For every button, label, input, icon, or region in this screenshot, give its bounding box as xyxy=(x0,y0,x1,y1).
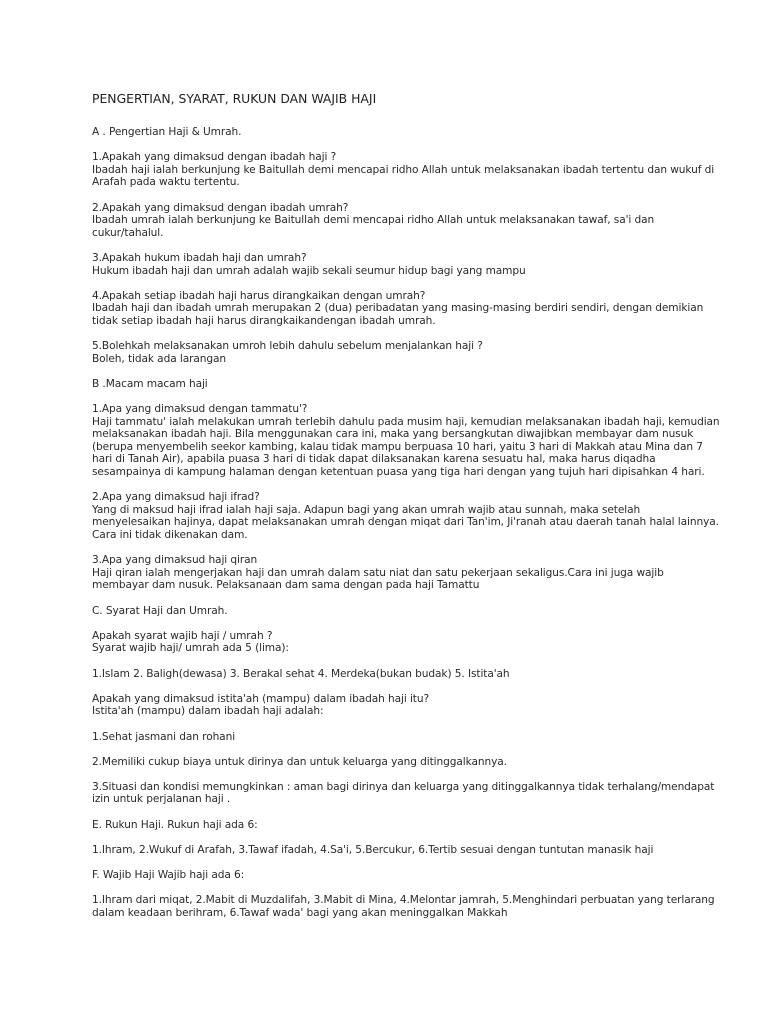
text-line: 5.Bolehkah melaksanakan umroh lebih dahulu sebelum menjalankan haji ? xyxy=(92,340,483,353)
text-line: izin untuk perjalanan haji . xyxy=(92,793,231,806)
text-line: C. Syarat Haji dan Umrah. xyxy=(92,604,228,617)
paragraph xyxy=(92,378,682,391)
text-line: 1.Apa yang dimaksud dengan tammatu'? xyxy=(92,403,308,416)
text-line: Arafah pada waktu tertentu. xyxy=(92,176,240,189)
text-line: dalam keadaan berihram, 6.Tawaf wada' bagi yang akan meninggalkan Makkah xyxy=(92,906,508,919)
text-line: B .Macam macam haji xyxy=(92,377,208,390)
text-line: Yang di maksud haji ifrad ialah haji saja. Adapun bagi yang akan umrah wajib atau sunnah, maka setelah xyxy=(92,503,641,516)
text-line: hari di Tanah Air), apabila puasa 3 hari di tidak dapat dilaksanakan karena sesuatu hal, maka harus diqadha xyxy=(92,453,656,466)
paragraph xyxy=(92,869,682,882)
text-line: Hukum ibadah haji dan umrah adalah wajib sekali seumur hidup bagi yang mampu xyxy=(92,264,526,277)
paragraph xyxy=(92,819,682,832)
text-line: Cara ini tidak dikenakan dam. xyxy=(92,529,248,541)
text-line: tidak setiap ibadah haji harus dirangkaikandengan ibadah umrah. xyxy=(92,314,436,327)
paragraph xyxy=(92,894,715,919)
text-line: Ibadah haji dan ibadah umrah merupakan 2 (dua) peribadatan yang masing-masing berdiri sendiri, dengan demikian xyxy=(92,302,704,315)
text-line: melaksanakan ibadah haji. Bila menggunakan cara ini, maka yang bersangkutan diwajibkan membayar dam nusuk xyxy=(92,428,694,441)
text-line: 3.Apakah hukum ibadah haji dan umrah? xyxy=(92,251,307,264)
text-line: (berupa menyembelih seekor kambing, kalau tidak mampu berpuasa 10 hari, yaitu 3 hari di Makkah atau Mina dan 7 xyxy=(92,440,703,453)
paragraph xyxy=(92,731,682,744)
text-line: cukur/tahalul. xyxy=(92,226,164,239)
paragraph xyxy=(92,780,715,806)
paragraph xyxy=(92,151,715,189)
text-line: A . Pengertian Haji & Umrah. xyxy=(92,126,242,138)
text-line: menyelesaikan hajinya, dapat melaksanakan umrah dengan miqat dari Tan'im, Ji'ranah atau daerah tanah halal lainnya. xyxy=(92,516,719,529)
paragraph xyxy=(92,844,682,857)
paragraph xyxy=(92,554,682,592)
text-line: 1.Sehat jasmani dan rohani xyxy=(92,730,236,743)
document-page xyxy=(92,91,720,932)
text-line: 1.Ihram, 2.Wukuf di Arafah, 3.Tawaf ifadah, 4.Sa'i, 5.Bercukur, 6.Tertib sesuai dengan tuntutan manasik haji xyxy=(92,843,654,856)
paragraph xyxy=(92,668,682,681)
paragraph xyxy=(92,340,682,365)
paragraph xyxy=(92,252,682,277)
text-line: Haji tammatu' ialah melakukan umrah terlebih dahulu pada musim haji, kemudian melaksanakan ibadah haji, kemudian xyxy=(92,415,720,428)
paragraph xyxy=(92,491,719,541)
text-line: Apakah syarat wajib haji / umrah ? xyxy=(92,629,273,642)
text-line: Istita'ah (mampu) dalam ibadah haji adalah: xyxy=(92,705,324,718)
paragraph xyxy=(92,202,682,240)
document-body xyxy=(92,126,720,919)
document-title: PENGERTIAN, SYARAT, RUKUN DAN WAJIB HAJI xyxy=(92,91,377,106)
text-line: 1.Apakah yang dimaksud dengan ibadah haji ? xyxy=(92,151,337,164)
text-line: 2.Apakah yang dimaksud dengan ibadah umrah? xyxy=(92,201,349,214)
text-line: E. Rukun Haji. Rukun haji ada 6: xyxy=(92,818,258,831)
paragraph xyxy=(92,693,682,718)
text-line: 3.Apa yang dimaksud haji qiran xyxy=(92,554,258,567)
paragraph xyxy=(92,756,682,769)
text-line: Ibadah umrah ialah berkunjung ke Baitullah demi mencapai ridho Allah untuk melaksanakan tawaf, sa'i dan xyxy=(92,214,655,227)
text-line: membayar dam nusuk. Pelaksanaan dam sama dengan pada haji Tamattu xyxy=(92,579,480,592)
paragraph xyxy=(92,605,682,618)
text-line: Boleh, tidak ada larangan xyxy=(92,352,226,365)
text-line: Haji qiran ialah mengerjakan haji dan umrah dalam satu niat dan satu pekerjaan sekaligus.Cara ini juga wajib xyxy=(92,566,664,579)
text-line: 2.Apa yang dimaksud haji ifrad? xyxy=(92,491,260,504)
text-line: 2.Memiliki cukup biaya untuk dirinya dan untuk keluarga yang ditinggalkannya. xyxy=(92,755,507,768)
paragraph xyxy=(92,126,682,139)
text-line: Ibadah haji ialah berkunjung ke Baitullah demi mencapai ridho Allah untuk melaksanakan ibadah tertentu dan wukuf di xyxy=(92,163,715,176)
paragraph xyxy=(92,289,704,328)
text-line: Syarat wajib haji/ umrah ada 5 (lima): xyxy=(92,642,289,655)
text-line: 1.Ihram dari miqat, 2.Mabit di Muzdalifah, 3.Mabit di Mina, 4.Melontar jamrah, 5.Menghindari perbuatan yang terlarang xyxy=(92,894,715,907)
text-line: Apakah yang dimaksud istita'ah (mampu) dalam ibadah haji itu? xyxy=(92,692,429,705)
text-line: 4.Apakah setiap ibadah haji harus dirangkaikan dengan umrah? xyxy=(92,289,426,302)
paragraph xyxy=(92,630,682,655)
text-line: sesampainya di kampung halaman dengan ketentuan puasa yang tiga hari dengan yang tujuh hari dipisahkan 4 hari. xyxy=(92,466,705,479)
text-line: 3.Situasi dan kondisi memungkinkan : aman bagi dirinya dan keluarga yang ditinggalkannya tidak terhalang/mendapat xyxy=(92,780,715,793)
text-line: 1.Islam 2. Baligh(dewasa) 3. Berakal sehat 4. Merdeka(bukan budak) 5. Istita'ah xyxy=(92,667,510,680)
text-line: F. Wajib Haji Wajib haji ada 6: xyxy=(92,869,245,882)
paragraph xyxy=(92,403,720,479)
